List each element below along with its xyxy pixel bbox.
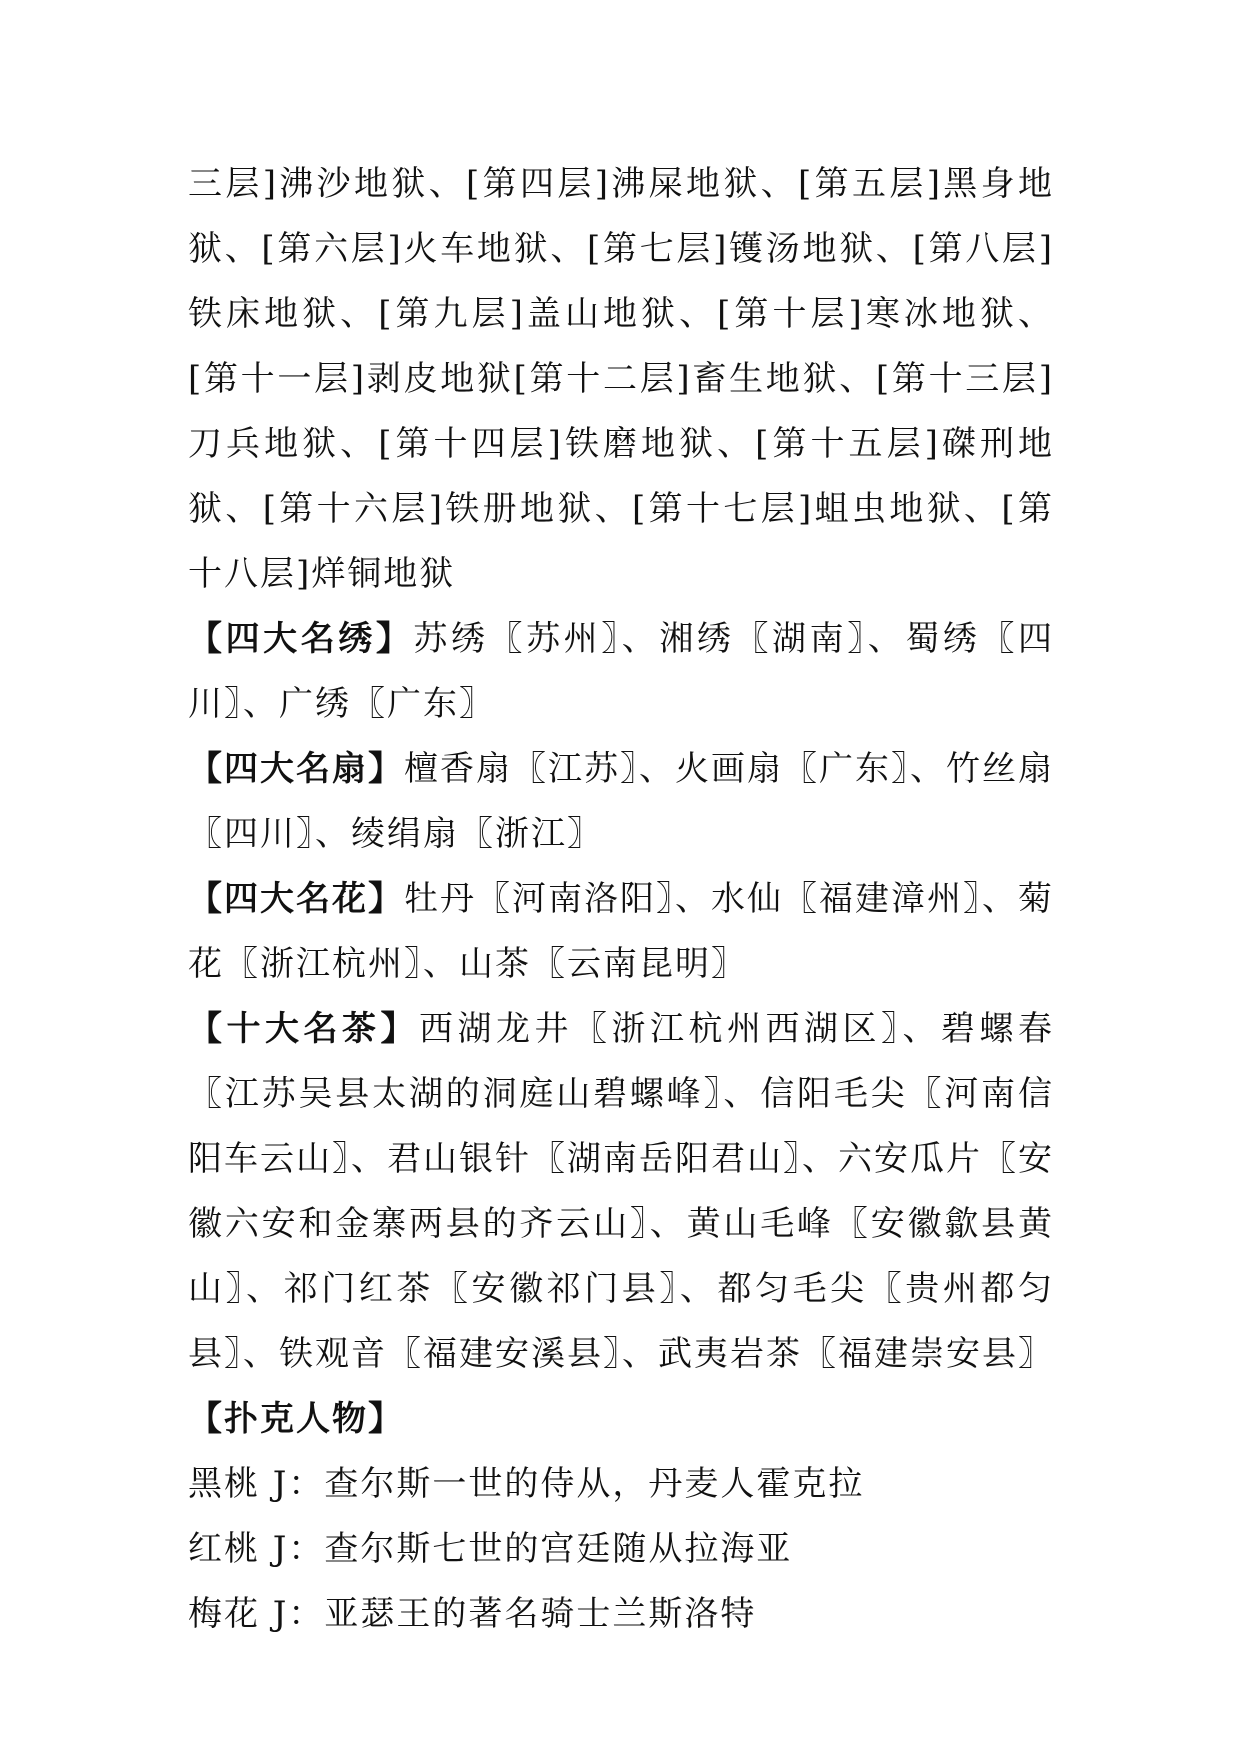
paragraph-text: 三层]沸沙地狱、[第四层]沸屎地狱、[第五层]黑身地狱、[第六层]火车地狱、[第七层]镬汤地狱、[第八层]铁床地狱、[第九层]盖山地狱、[第十层]寒冰地狱、[第十一层]剥皮地狱[第十二层]畜生地狱、[第十三层]刀兵地狱、[第十四层]铁磨地狱、[第十五层]磔刑地狱、[第十六层]铁册地狱、[第十七层]蛆虫地狱、[第十八层]烊铜地狱 (188, 164, 1054, 594)
paragraph-text: 檀香扇〖江苏〗、火画扇〖广东〗、竹丝扇〖四川〗、绫绢扇〖浙江〗 (188, 749, 1054, 854)
section-heading: 【四大名绣】 (188, 619, 414, 659)
poker-club-jack-line (188, 1582, 1054, 1647)
four-famous-flowers-paragraph (188, 867, 1054, 997)
four-famous-fans-paragraph (188, 737, 1054, 867)
ten-famous-teas-paragraph (188, 997, 1054, 1387)
section-heading: 【四大名扇】 (188, 749, 404, 789)
section-heading: 【四大名花】 (188, 879, 404, 919)
hell-levels-paragraph (188, 152, 1054, 607)
body-text (188, 152, 1054, 1647)
poker-heart-jack-line (188, 1517, 1054, 1582)
section-heading: 【十大名茶】 (188, 1009, 419, 1049)
paragraph-text: 苏绣〖苏州〗、湘绣〖湖南〗、蜀绣〖四川〗、广绣〖广东〗 (188, 619, 1055, 724)
paragraph-text: 红桃 J：查尔斯七世的宫廷随从拉海亚 (188, 1529, 793, 1569)
section-heading: 【扑克人物】 (188, 1399, 404, 1439)
paragraph-text: 西湖龙井〖浙江杭州西湖区〗、碧螺春〖江苏吴县太湖的洞庭山碧螺峰〗、信阳毛尖〖河南信阳车云山〗、君山银针〖湖南岳阳君山〗、六安瓜片〖安徽六安和金寨两县的齐云山〗、黄山毛峰〖安徽歙县黄山〗、祁门红茶〖安徽祁门县〗、都匀毛尖〖贵州都匀县〗、铁观音〖福建安溪县〗、武夷岩茶〖福建崇安县〗 (188, 1009, 1054, 1374)
poker-figures-heading (188, 1387, 1054, 1452)
paragraph-text: 牡丹〖河南洛阳〗、水仙〖福建漳州〗、菊花〖浙江杭州〗、山茶〖云南昆明〗 (188, 879, 1054, 984)
paragraph-text: 黑桃 J：查尔斯一世的侍从，丹麦人霍克拉 (188, 1464, 865, 1504)
poker-spade-jack-line (188, 1452, 1054, 1517)
four-famous-embroideries-paragraph (188, 607, 1054, 737)
paragraph-text: 梅花 J：亚瑟王的著名骑士兰斯洛特 (188, 1594, 757, 1634)
